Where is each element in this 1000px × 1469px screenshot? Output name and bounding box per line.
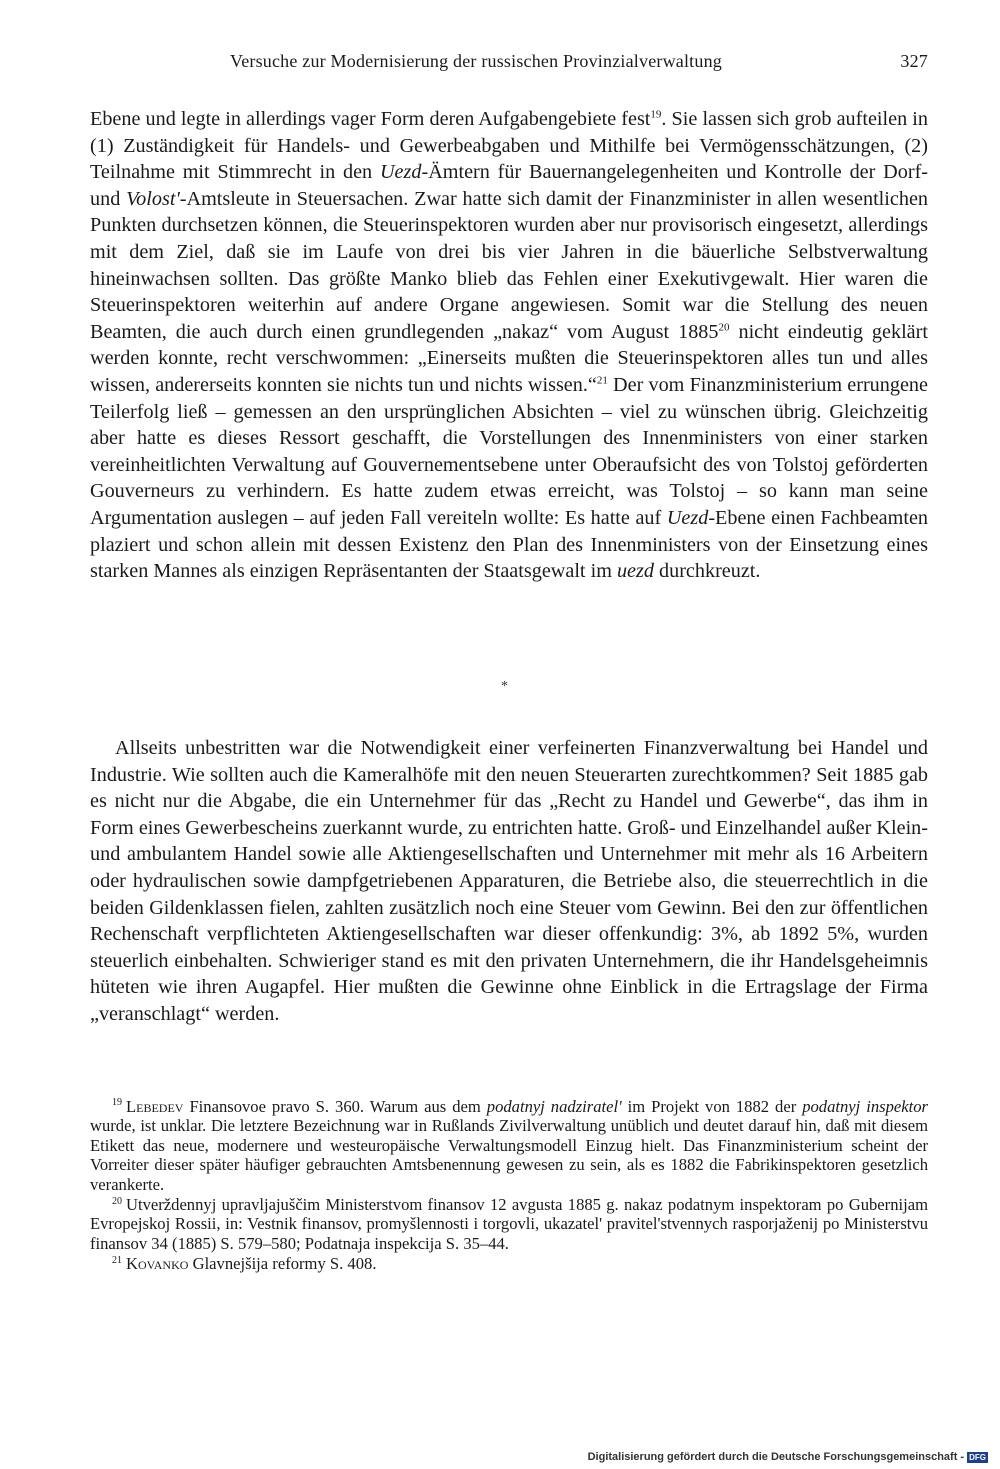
text-run: Glavnejšija reformy S. 408. (188, 1254, 377, 1274)
term-uezd: uezd (616, 560, 654, 583)
text-run: wurde, ist unklar. Die letztere Bezeichnung war in Rußlands Zivilverwaltung unüblich und deutet darauf hin, daß mit diesem Etikett das neue, modernere und westeuropäische Verwaltungsmodell Einzug hielt. Das Finanzministerium scheint der Vorreiter dieser später häufiger gebrauchten Amtsbenennung gewesen zu sein, als es 1882 die Fabrikinspektoren gesetzlich verankerte. (90, 1116, 928, 1194)
footnote-ref-19: 19 (650, 108, 662, 121)
term-volost: Volost' (126, 187, 180, 210)
footnote-ref-21: 21 (596, 374, 608, 387)
page-number: 327 (900, 51, 928, 71)
text-run: Ebene und legte in allerdings vager Form deren Aufgabengebiete fest (90, 108, 651, 130)
footnotes (90, 1097, 928, 1275)
footnote-ref-20: 20 (718, 321, 730, 334)
section-separator: * (501, 679, 508, 694)
text-run: nicht eindeutig geklärt werden konnte, recht verschwommen: „Einerseits mußten die Steuerinspektoren alles tun und alles wissen, andererseits konnten sie nichts tun und nichts wissen.“ (90, 320, 928, 396)
text-run: Der vom Finanzministerium errungene Teilerfolg ließ – gemessen an den ursprünglichen Absichten – viel zu wünschen übrig. Gleichzeitig aber hatte es dieses Ressort geschafft, die Vorstellungen des Innenministers von einer starken vereinheitlichten Verwaltung auf Gouvernementsebene unter Oberaufsicht des von Tolstoj geförderten Gouverneurs zu verhindern. Es hatte zudem etwas erreicht, was Tolstoj – so kann man seine Argumentation auslegen – auf jeden Fall vereiteln wollte: Es hatte auf (90, 373, 928, 529)
term-uezd: Uezd (379, 161, 422, 184)
paragraph-text (90, 106, 928, 585)
footnote-19 (90, 1097, 928, 1194)
paragraph-text: Allseits unbestritten war die Notwendigkeit einer verfeinerten Finanzverwaltung bei Handel und Industrie. Wie sollten auch die Kameralhöfe mit den neuen Steuerarten zurechtkommen? Seit 1885 gab es nicht nur die Abgabe, die ein Unternehmer für das „Recht zu Handel und Gewerbe“, das ihm in Form eines Gewerbescheins zuerkannt wurde, zu entrichten hatte. Groß- und Einzelhandel außer Klein- und ambulantem Handel sowie alle Aktiengesellschaften und Unternehmer mit mehr als 16 Arbeitern oder hydraulischen sowie dampfgetriebenen Apparaturen, die Betriebe also, die steuerrechtlich in die beiden Gildenklassen fielen, zahlten zusätzlich noch eine Steuer vom Gewinn. Bei den zur öffentlichen Rechenschaft verpflichteten Aktiengesellschaften war dieser offenkundig: 3%, ab 1892 5%, wurden steuerlich einbehalten. Schwieriger stand es mit den privaten Unternehmern, die ihr Handelsgeheimnis hüteten wie ihren Augapfel. Hier mußten die Gewinne ohne Einblick in die Ertragslage der Firma „veranschlagt“ werden. (90, 737, 928, 1025)
term-uezd: Uezd (666, 506, 709, 529)
text-run: Utverždennyj upravljajuščim Ministerstvom finansov 12 avgusta 1885 g. nakaz podatnym inspektoram po Gubernijam Evropejskoj Rossii, in: Vestnik finansov, promyšlennosti i torgovli, ukazatel' pravitel'stvennych rasporjaženij po Ministerstvu finansov 34 (1885) S. 579–580; Podatnaja inspekcija S. 35–44. (90, 1195, 928, 1253)
text-run: -Ämtern für Bauernangelegenheiten und Kontrolle der Dorf- und (90, 161, 929, 210)
credit-text: Digitalisierung gefördert durch die Deutsche Forschungsgemeinschaft - (587, 1451, 965, 1463)
digitization-credit (588, 1451, 988, 1464)
text-run: im Projekt von 1882 der (621, 1097, 803, 1116)
text-run: Finansovoe pravo S. 360. Warum aus dem (183, 1097, 487, 1116)
text-run: durchkreuzt. (653, 560, 761, 583)
running-head-title: Versuche zur Modernisierung der russischen Provinzialverwaltung (230, 51, 722, 71)
footnote-number: 21 (112, 1254, 122, 1266)
text-run: -Amtsleute in Steuersachen. Zwar hatte sich damit der Finanzminister in allen wesentlichen Punkten durchsetzen können, die Steuerinspektoren wurden aber nur provisorisch eingesetzt, allerdings mit dem Ziel, daß sie im Laufe von drei bis vier Jahren in die bäuerliche Selbstverwaltung hineinwachsen sollten. Das größte Manko blieb das Fehlen einer Exekutivgewalt. Hier waren die Steuerinspektoren weiterhin auf andere Organe angewiesen. Somit war die Stellung des neuen Beamten, die auch durch einen grundlegenden „nakaz“ vom August 1885 (90, 187, 929, 343)
footnote-number: 19 (112, 1097, 122, 1109)
footnote-author: Kovanko (126, 1254, 189, 1274)
term-podatnyj-inspektor: podatnyj inspektor (802, 1097, 928, 1116)
term-podatnyj-nadziratel: podatnyj nadziratel' (486, 1097, 622, 1116)
footnote-20 (90, 1195, 928, 1253)
footnote-number: 20 (112, 1195, 122, 1207)
text-run: . Sie lassen sich grob aufteilen in (1) Zuständigkeit für Handels- und Gewerbeabgaben und Mithilfe bei Vermögensschätzungen, (2) Teilnahme mit Stimmrecht in den (90, 108, 928, 184)
body-paragraph-1 (90, 106, 928, 585)
body-paragraph-2 (90, 735, 928, 1028)
footnote-21 (90, 1254, 928, 1273)
footnote-author: Lebedev (126, 1097, 184, 1116)
dfg-logo: DFG (969, 1453, 986, 1462)
text-run: -Ebene einen Fachbeamten plaziert und schon allein mit dessen Existenz den Plan des Innenministers von der Einsetzung eines starken Mannes als einzigen Repräsentanten der Staatsgewalt im (90, 506, 929, 583)
